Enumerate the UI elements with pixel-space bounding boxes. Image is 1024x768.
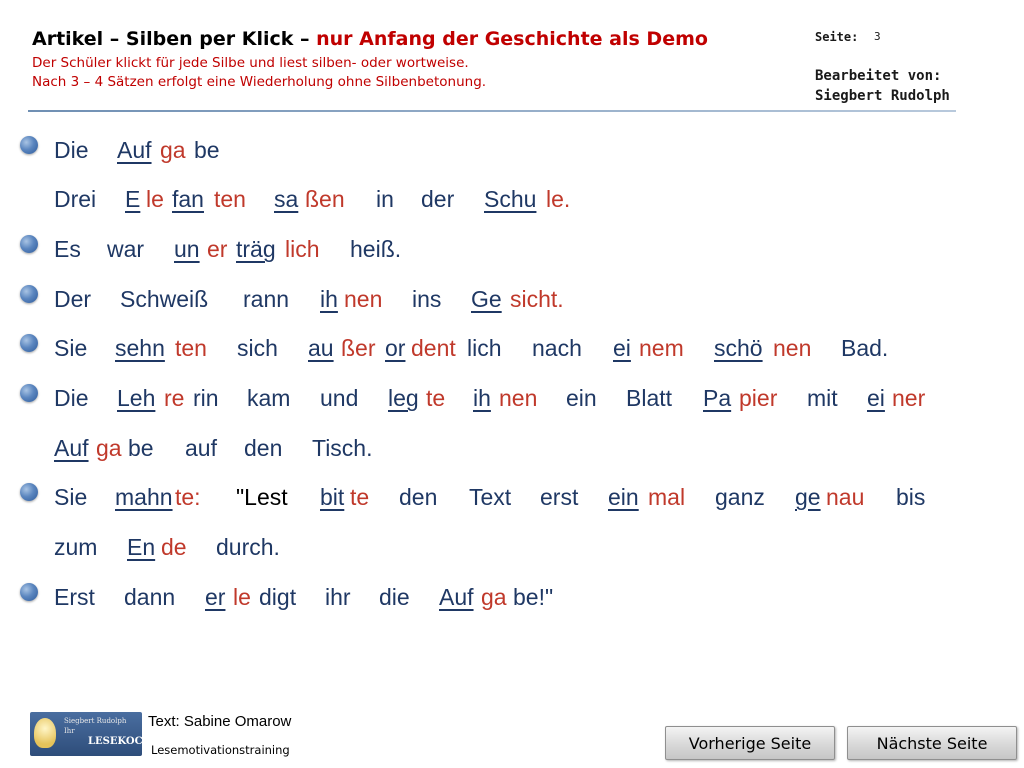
syllable[interactable]: E [125,186,141,212]
bullet-icon [20,583,38,601]
syllable[interactable]: Auf [439,584,474,610]
editor-name: Siegbert Rudolph [815,88,950,104]
syllable[interactable]: be!" [513,584,554,610]
logo-line-3: LESEKOCH [88,736,153,747]
logo-line-1: Siegbert Rudolph [64,717,127,725]
syllable[interactable]: nach [532,335,582,361]
bullet-icon [20,285,38,303]
syllable[interactable]: und [320,385,359,411]
syllable[interactable]: bit [320,484,345,510]
syllable[interactable]: ten [214,186,246,212]
header-divider [28,110,956,112]
syllable[interactable]: sich [237,335,278,361]
syllable[interactable]: sicht. [510,286,564,312]
syllable[interactable]: rann [243,286,290,312]
instruction-line-1: Der Schüler klickt für jede Silbe und liest silben- oder wortweise. [32,55,469,71]
lightbulb-icon [34,718,56,748]
syllable[interactable]: ga [481,584,507,610]
syllable[interactable]: ner [892,385,926,411]
syllable[interactable]: Tisch. [312,435,373,461]
syllable[interactable]: re [164,385,185,411]
syllable[interactable]: le. [546,186,571,212]
syllable[interactable]: ganz [715,484,765,510]
syllable[interactable]: der [421,186,455,212]
syllable[interactable]: rin [193,385,219,411]
syllable[interactable]: ein [608,484,639,510]
syllable[interactable]: te [426,385,446,411]
syllable[interactable]: Schweiß [120,286,209,312]
syllable[interactable]: den [399,484,438,510]
syllable[interactable]: nem [639,335,684,361]
syllable[interactable]: ih [473,385,491,411]
syllable[interactable]: ßer [341,335,376,361]
syllable[interactable]: erst [540,484,579,510]
syllable[interactable]: er [205,584,226,610]
syllable[interactable]: in [376,186,394,212]
syllable[interactable]: En [127,534,156,560]
syllable[interactable]: leg [388,385,419,411]
instruction-line-2: Nach 3 – 4 Sätzen erfolgt eine Wiederholung ohne Silbenbetonung. [32,74,487,90]
page-label: Seite: [815,30,859,44]
syllable[interactable]: Ge [471,286,502,312]
editor-label: Bearbeitet von: [815,68,942,84]
syllable[interactable]: Schu [484,186,537,212]
title-demo: nur Anfang der Geschichte als Demo [316,28,708,50]
page-number: 3 [874,30,881,43]
syllable[interactable]: auf [185,435,217,461]
syllable[interactable]: le [146,186,164,212]
syllable[interactable]: träg [236,236,276,262]
syllable[interactable]: te [350,484,370,510]
footer-training: Lesemotivationstraining [151,743,290,757]
bullet-icon [20,384,38,402]
syllable[interactable]: Sie [54,484,88,510]
syllable[interactable]: Blatt [626,385,673,411]
syllable[interactable]: ten [175,335,207,361]
syllable[interactable]: nen [773,335,812,361]
bullet-icon [20,235,38,253]
syllable[interactable]: be [128,435,154,461]
syllable[interactable]: un [174,236,200,262]
syllable[interactable]: le [233,584,251,610]
bullet-icon [20,136,38,154]
syllable[interactable]: or [385,335,406,361]
bullet-icon [20,483,38,501]
syllable[interactable]: er [207,236,228,262]
syllable[interactable]: Text [469,484,512,510]
syllable[interactable]: sehn [115,335,165,361]
syllable[interactable]: ga [96,435,122,461]
syllable[interactable]: au [308,335,334,361]
syllable[interactable]: Bad. [841,335,889,361]
next-page-button[interactable]: Nächste Seite [847,726,1017,760]
syllable[interactable]: ins [412,286,442,312]
syllable[interactable]: be [194,137,220,163]
syllable[interactable]: Auf [117,137,152,163]
syllable[interactable]: sa [274,186,299,212]
syllable[interactable]: lich [285,236,320,262]
syllable[interactable]: ih [320,286,338,312]
syllable[interactable]: Der [54,286,92,312]
syllable[interactable]: schö [714,335,763,361]
syllable[interactable]: digt [259,584,297,610]
syllable[interactable]: mal [648,484,686,510]
footer-author: Text: Sabine Omarow [148,713,292,730]
page-title [32,28,708,50]
syllable[interactable]: fan [172,186,204,212]
syllable[interactable]: ßen [305,186,345,212]
bullet-icon [20,334,38,352]
syllable[interactable]: pier [739,385,778,411]
title-main: Artikel – Silben per Klick – [32,28,310,50]
syllable[interactable]: Drei [54,186,97,212]
syllable[interactable]: durch. [216,534,280,560]
syllable[interactable]: Es [54,236,81,262]
syllable[interactable]: den [244,435,283,461]
previous-page-button[interactable]: Vorherige Seite [665,726,835,760]
syllable[interactable]: nau [826,484,865,510]
syllable[interactable]: Die [54,137,89,163]
syllable[interactable]: die [379,584,410,610]
syllable[interactable]: de [161,534,187,560]
syllable[interactable]: ein [566,385,597,411]
syllable[interactable]: kam [247,385,291,411]
syllable[interactable]: lich [467,335,502,361]
syllable[interactable]: "Lest [236,484,288,510]
syllable[interactable]: Sie [54,335,88,361]
syllable[interactable]: bis [896,484,926,510]
syllable[interactable]: war [107,236,145,262]
logo-line-2: Ihr [64,727,75,735]
footer-logo [30,712,153,756]
syllable[interactable]: Leh [117,385,156,411]
syllable[interactable]: ei [867,385,885,411]
syllable[interactable]: dent [411,335,456,361]
syllable[interactable]: zum [54,534,98,560]
syllable[interactable]: te: [175,484,201,510]
syllable[interactable]: mahn [115,484,173,510]
syllable[interactable]: ihr [325,584,351,610]
syllable[interactable]: Erst [54,584,95,610]
syllable[interactable]: Auf [54,435,89,461]
syllable[interactable]: nen [499,385,538,411]
syllable[interactable]: dann [124,584,176,610]
syllable[interactable]: mit [807,385,838,411]
syllable[interactable]: ge [795,484,821,510]
syllable[interactable]: Pa [703,385,732,411]
syllable[interactable]: Die [54,385,89,411]
syllable[interactable]: nen [344,286,383,312]
syllable[interactable]: ga [160,137,186,163]
syllable[interactable]: ei [613,335,631,361]
syllable[interactable]: heiß. [350,236,402,262]
